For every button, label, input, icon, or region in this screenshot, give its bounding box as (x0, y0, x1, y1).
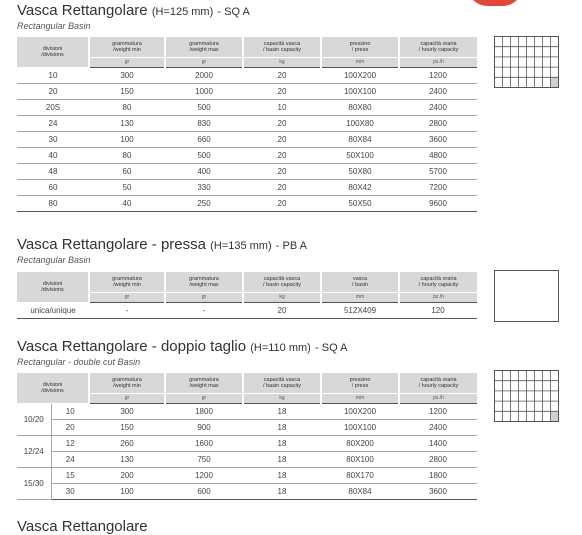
unit-cell: gr (165, 393, 243, 403)
table-cell: 18 (243, 419, 321, 435)
table-cell: 18 (243, 467, 321, 483)
table-cell: 500 (165, 147, 243, 163)
table-cell: 1200 (399, 403, 477, 419)
table-sq-a (17, 37, 477, 212)
table-cell: 20 (243, 163, 321, 179)
table-cell: 660 (165, 131, 243, 147)
table-cell: 18 (243, 451, 321, 467)
unit-cell: kg (243, 393, 321, 403)
section-subtitle: Rectangular - double cut Basin (17, 357, 141, 367)
unit-cell: pz./h (399, 57, 477, 67)
header-hourly: capacità oraria / hourly capacity (399, 373, 477, 393)
table-cell: 1800 (399, 467, 477, 483)
unit-cell: mm (321, 393, 399, 403)
header-hourly: capacità oraria / hourly capacity (399, 272, 477, 292)
table-cell: 80X100 (321, 451, 399, 467)
table-double-cut (17, 373, 477, 500)
table-cell: 2800 (399, 451, 477, 467)
table-cell: 150 (89, 419, 165, 435)
table-cell: 30 (51, 483, 89, 499)
table-cell: 2400 (399, 83, 477, 99)
table-cell: unica/unique (17, 302, 89, 318)
header-weight-min: grammatura /weight min (89, 272, 165, 292)
header-weight-min: grammatura /weight min (89, 373, 165, 393)
table-cell: 1600 (165, 435, 243, 451)
table-cell: 10 (243, 99, 321, 115)
table-row (17, 419, 477, 435)
table-cell: 18 (243, 483, 321, 499)
table-cell: 100X200 (321, 67, 399, 83)
table-cell: 600 (165, 483, 243, 499)
table-body (17, 67, 477, 211)
table-cell: 10 (51, 403, 89, 419)
table-cell: 150 (89, 83, 165, 99)
section-title (17, 2, 250, 21)
table-body (17, 403, 477, 499)
unit-cell: mm (321, 292, 399, 302)
unit-cell: kg (243, 57, 321, 67)
header-divisions: divisioni /divisions (17, 373, 89, 403)
table-cell: 1200 (165, 467, 243, 483)
title-spec: (H=125 mm) (151, 6, 214, 18)
unit-cell: kg (243, 292, 321, 302)
title-text: Vasca Rettangolare - pressa (17, 236, 206, 253)
table-cell: 120 (399, 302, 477, 318)
unit-cell: gr (165, 292, 243, 302)
section-title (17, 338, 347, 357)
title-code: - PB A (275, 240, 307, 252)
header-capacity: capacità vasca / basin capacity (243, 272, 321, 292)
table-cell: 10 (17, 67, 89, 83)
table-row (17, 467, 477, 483)
table-cell: 7200 (399, 179, 477, 195)
table-cell: 80X84 (321, 483, 399, 499)
table-cell: - (165, 302, 243, 318)
header-divisions: divisioni /divisions (17, 37, 89, 67)
table-cell: 500 (165, 99, 243, 115)
table-cell: 300 (89, 67, 165, 83)
title-spec: (H=110 mm) (250, 342, 311, 354)
table-cell: 60 (17, 179, 89, 195)
table-cell: 20 (17, 83, 89, 99)
next-section-title: Vasca Rettangolare (17, 518, 148, 535)
table-cell: 1800 (165, 403, 243, 419)
table-cell: 830 (165, 115, 243, 131)
table-cell: 1400 (399, 435, 477, 451)
table-cell: 18 (243, 435, 321, 451)
table-cell: 9600 (399, 195, 477, 211)
title-text: Vasca Rettangolare - doppio taglio (17, 338, 247, 355)
table-cell: 20 (243, 115, 321, 131)
header-divisions: divisioni /divisions (17, 272, 89, 302)
table-cell: 50X80 (321, 163, 399, 179)
table-row (17, 195, 477, 211)
table-row (17, 99, 477, 115)
table-cell: 30 (17, 131, 89, 147)
header-weight-min: grammatura /weight min (89, 37, 165, 57)
table-body (17, 302, 477, 318)
table-cell: 40 (89, 195, 165, 211)
table-cell: 48 (17, 163, 89, 179)
section-pb-a (17, 236, 307, 265)
table-pb-a (17, 272, 477, 319)
table-cell: 20 (243, 302, 321, 318)
table-cell: 80 (89, 147, 165, 163)
section-next (17, 518, 148, 535)
table-cell: 300 (89, 403, 165, 419)
table-cell: 80X170 (321, 467, 399, 483)
table-cell: 80X42 (321, 179, 399, 195)
table-cell: 50X100 (321, 147, 399, 163)
table-row (17, 147, 477, 163)
header-press: pressino / press (321, 37, 399, 57)
title-code: - SQ A (315, 342, 348, 354)
table-cell: 100X100 (321, 419, 399, 435)
table-cell: 2400 (399, 419, 477, 435)
table-cell: 2400 (399, 99, 477, 115)
table-cell: 260 (89, 435, 165, 451)
table-cell: 12 (51, 435, 89, 451)
table-cell: 60 (89, 163, 165, 179)
table-row (17, 403, 477, 419)
table-cell: 20 (51, 419, 89, 435)
unit-cell: pz./h (399, 393, 477, 403)
section-title (17, 236, 307, 255)
table-cell: 20 (243, 179, 321, 195)
table-cell: 3600 (399, 131, 477, 147)
table-cell: 80X84 (321, 131, 399, 147)
table-cell: 50X50 (321, 195, 399, 211)
header-weight-max: grammatura /weight max (165, 272, 243, 292)
table-cell: 130 (89, 451, 165, 467)
header-capacity: capacità vasca / basin capacity (243, 37, 321, 57)
title-code: - SQ A (217, 6, 250, 18)
grid-8x5-icon (494, 36, 559, 88)
table-cell: 20 (243, 147, 321, 163)
table-cell: - (89, 302, 165, 318)
table-cell: 2800 (399, 115, 477, 131)
table-cell: 24 (51, 451, 89, 467)
table-cell: 4800 (399, 147, 477, 163)
table-row (17, 83, 477, 99)
section-double-cut (17, 338, 347, 367)
table-row (17, 179, 477, 195)
table-row (17, 67, 477, 83)
table-cell: 20 (243, 195, 321, 211)
table-cell: 20 (243, 83, 321, 99)
unit-cell: gr (89, 57, 165, 67)
unit-cell: gr (89, 292, 165, 302)
table-cell: 15 (51, 467, 89, 483)
table-cell: 130 (89, 115, 165, 131)
single-basin-icon (494, 270, 559, 322)
grid-8x5-double-cut-icon (494, 370, 559, 422)
table-cell: 100 (89, 131, 165, 147)
table-cell: 200 (89, 467, 165, 483)
title-spec: (H=135 mm) (210, 240, 272, 252)
unit-cell: gr (165, 57, 243, 67)
header-weight-max: grammatura /weight max (165, 37, 243, 57)
table-cell: 100X80 (321, 115, 399, 131)
table-cell: 50 (89, 179, 165, 195)
header-basin: vasca / basin (321, 272, 399, 292)
table-row (17, 435, 477, 451)
table-cell: 3600 (399, 483, 477, 499)
table-cell: 1000 (165, 83, 243, 99)
table-row (17, 115, 477, 131)
table-row (17, 131, 477, 147)
header-capacity: capacità vasca / basin capacity (243, 373, 321, 393)
table-cell: 80X200 (321, 435, 399, 451)
table-cell: 330 (165, 179, 243, 195)
table-cell: 5700 (399, 163, 477, 179)
header-weight-max: grammatura /weight max (165, 373, 243, 393)
table-cell: 2000 (165, 67, 243, 83)
table-row (17, 163, 477, 179)
table-row (17, 483, 477, 499)
header-hourly: capacità oraria / hourly capacity (399, 37, 477, 57)
table-cell: 20S (17, 99, 89, 115)
table-cell: 20 (243, 131, 321, 147)
table-cell: 24 (17, 115, 89, 131)
table-cell: 80 (17, 195, 89, 211)
section-subtitle: Rectangular Basin (17, 255, 91, 265)
unit-cell: pz./h (399, 292, 477, 302)
table-cell: 100X100 (321, 83, 399, 99)
table-cell: 400 (165, 163, 243, 179)
division-group: 15/30 (17, 467, 51, 499)
table-cell: 100 (89, 483, 165, 499)
table-cell: 80 (89, 99, 165, 115)
section-subtitle: Rectangular Basin (17, 21, 91, 31)
header-press: pressino / press (321, 373, 399, 393)
table-cell: 100X200 (321, 403, 399, 419)
unit-cell: gr (89, 393, 165, 403)
division-group: 10/20 (17, 403, 51, 435)
red-corner-decoration (466, 0, 524, 6)
table-cell: 900 (165, 419, 243, 435)
table-cell: 20 (243, 67, 321, 83)
unit-cell: mm (321, 57, 399, 67)
table-cell: 750 (165, 451, 243, 467)
title-text: Vasca Rettangolare (17, 2, 148, 19)
table-cell: 1200 (399, 67, 477, 83)
table-row (17, 451, 477, 467)
table-cell: 80X80 (321, 99, 399, 115)
table-cell: 40 (17, 147, 89, 163)
section-sq-a (17, 2, 250, 31)
division-group: 12/24 (17, 435, 51, 467)
table-cell: 512X409 (321, 302, 399, 318)
table-cell: 250 (165, 195, 243, 211)
table-row (17, 302, 477, 318)
table-cell: 18 (243, 403, 321, 419)
